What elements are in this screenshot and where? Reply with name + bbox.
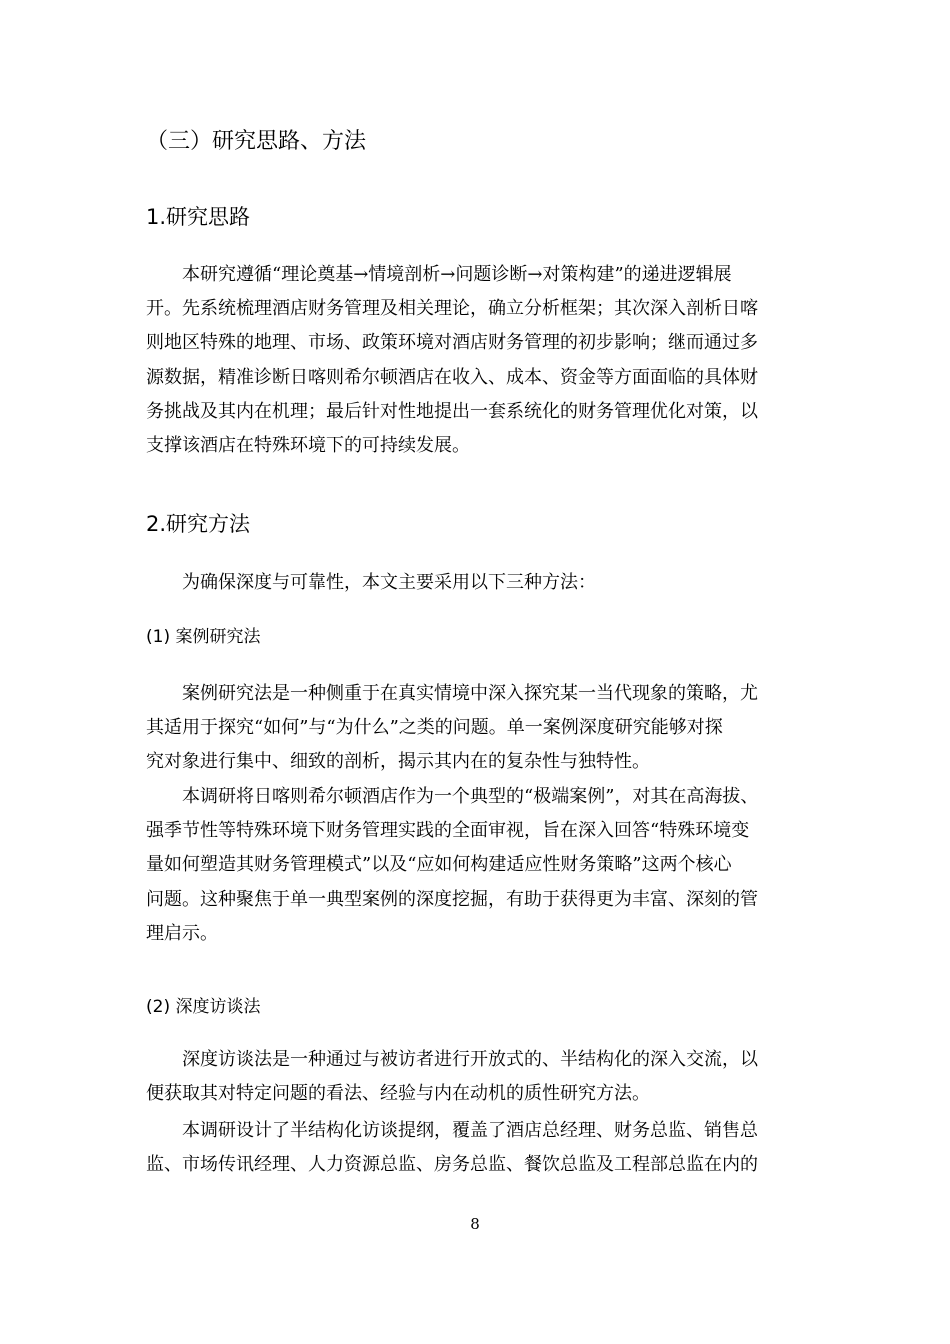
paragraph-line: 本研究遵循“理论奠基→情境剖析→问题诊断→对策构建”的递进逻辑展: [182, 264, 732, 285]
paragraph-line: 开。先系统梳理酒店财务管理及相关理论，确立分析框架；其次深入剖析日喀: [146, 298, 758, 320]
case-study-paragraph-2: [146, 780, 806, 951]
paragraph-line: 问题。这种聚焦于单一典型案例的深度挖掘，有助于获得更为丰富、深刻的管: [146, 888, 758, 910]
section-heading: （三）研究思路、方法: [146, 129, 367, 154]
paragraph-line: 支撑该酒店在特殊环境下的可持续发展。: [146, 434, 470, 456]
case-study-paragraph-1: [146, 677, 806, 780]
case-study-heading: (1) 案例研究法: [146, 627, 261, 647]
paragraph-line: 为确保深度与可靠性，本文主要采用以下三种方法：: [182, 572, 596, 593]
interview-heading: (2) 深度访谈法: [146, 997, 261, 1017]
paragraph-line: 则地区特殊的地理、市场、政策环境对酒店财务管理的初步影响；继而通过多: [146, 332, 758, 354]
paragraph-line: 本调研将日喀则希尔顿酒店作为一个典型的“极端案例”，对其在高海拔、: [182, 786, 759, 807]
paragraph-line: 监、市场传讯经理、人力资源总监、房务总监、餐饮总监及工程部总监在内的: [146, 1154, 758, 1176]
paragraph-line: 量如何塑造其财务管理模式”以及“应如何构建适应性财务策略”这两个核心: [146, 854, 732, 876]
paragraph-line: 究对象进行集中、细致的剖析，揭示其内在的复杂性与独特性。: [146, 751, 650, 773]
paragraph-line: 深度访谈法是一种通过与被访者进行开放式的、半结构化的深入交流，以: [182, 1049, 758, 1070]
paragraph-line: 本调研设计了半结构化访谈提纲，覆盖了酒店总经理、财务总监、销售总: [182, 1120, 758, 1141]
paragraph-line: 其适用于探究“如何”与“为什么”之类的问题。单一案例深度研究能够对探: [146, 717, 723, 739]
research-approach-paragraph: [146, 258, 806, 463]
research-methods-intro: [146, 566, 806, 600]
paragraph-line: 案例研究法是一种侧重于在真实情境中深入探究某一当代现象的策略，尤: [182, 683, 758, 704]
paragraph-line: 理启示。: [146, 922, 218, 944]
paragraph-line: 源数据，精准诊断日喀则希尔顿酒店在收入、成本、资金等方面面临的具体财: [146, 366, 758, 388]
paragraph-line: 强季节性等特殊环境下财务管理实践的全面审视，旨在深入回答“特殊环境变: [146, 820, 750, 842]
page-number: 8: [470, 1215, 480, 1233]
interview-paragraph-1: [146, 1043, 806, 1111]
research-methods-heading: 2.研究方法: [146, 512, 251, 536]
paragraph-line: 务挑战及其内在机理；最后针对性地提出一套系统化的财务管理优化对策，以: [146, 400, 758, 422]
interview-paragraph-2: [146, 1114, 806, 1182]
research-approach-heading: 1.研究思路: [146, 205, 251, 229]
paragraph-line: 便获取其对特定问题的看法、经验与内在动机的质性研究方法。: [146, 1083, 650, 1105]
